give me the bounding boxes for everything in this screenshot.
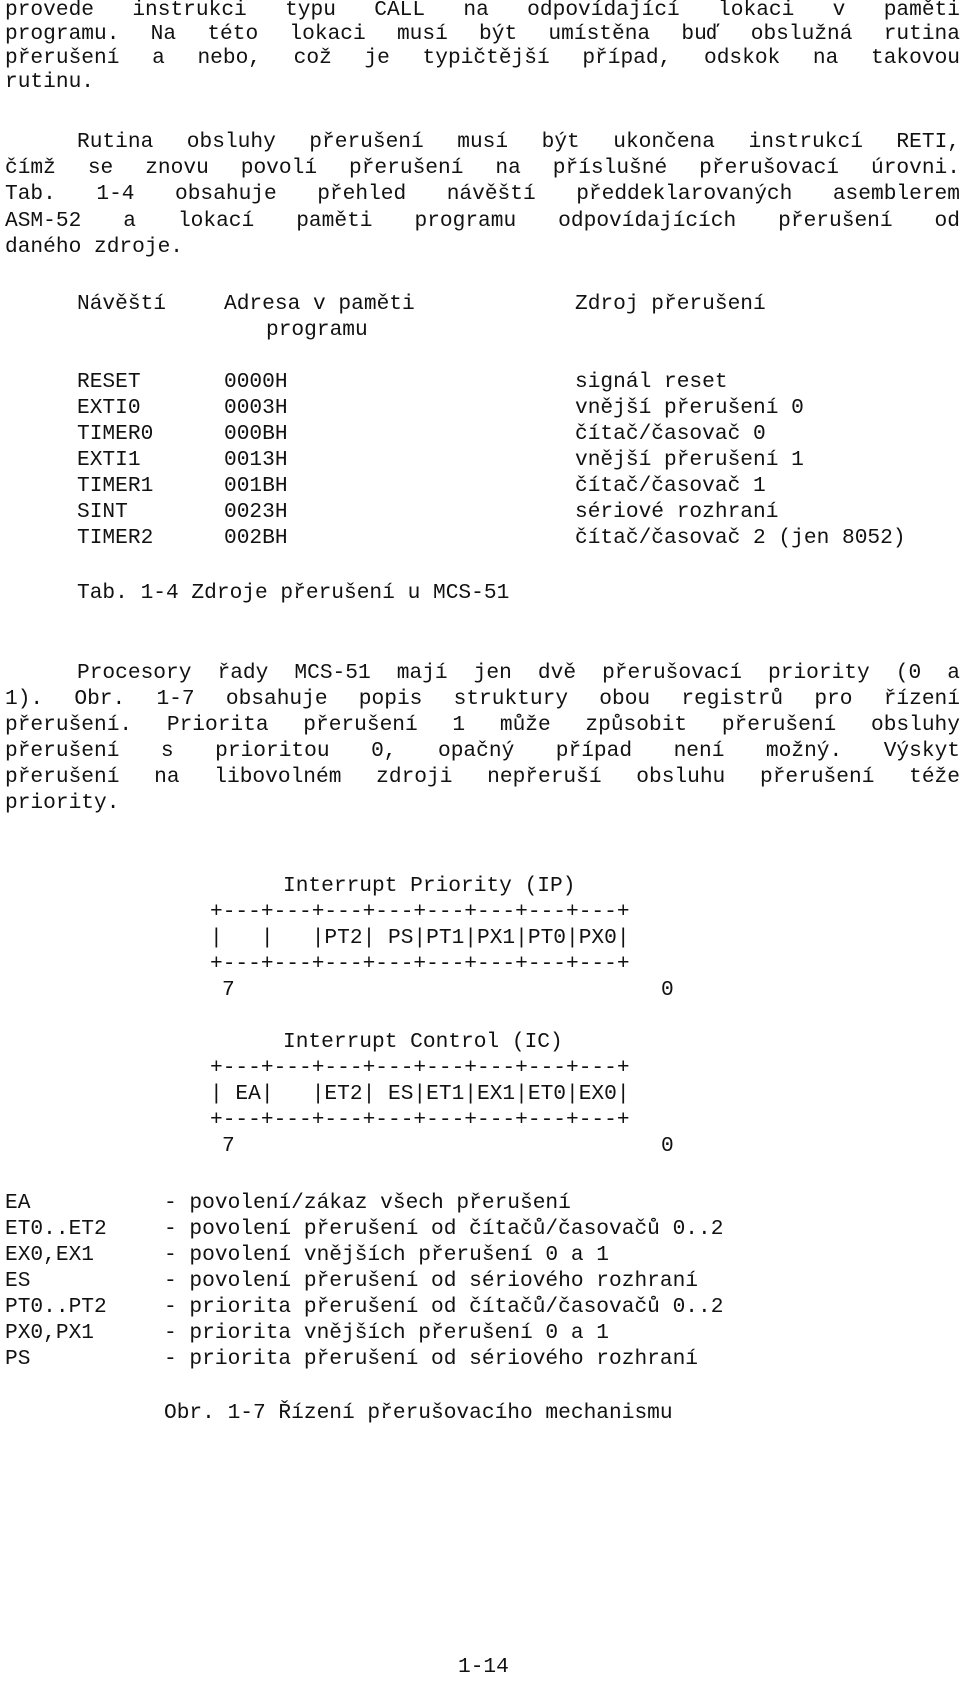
legend-term: ES: [5, 1269, 31, 1293]
ic-register-border-top: +---+---+---+---+---+---+---+---+: [210, 1056, 630, 1080]
table-cell-label: TIMER0: [77, 422, 154, 446]
legend-term: PX0,PX1: [5, 1321, 95, 1345]
text-line: přerušení. Priorita přerušení 1 může způsobit přerušení obsluhy: [5, 713, 960, 737]
ic-register-bit-low: 0: [661, 1134, 674, 1158]
text-line: daného zdroje.: [5, 235, 184, 259]
table-cell-source: vnější přerušení 1: [575, 448, 804, 472]
table-cell-label: EXTI0: [77, 396, 141, 420]
text-line: programu. Na této lokaci musí být umístěna buď obslužná rutina: [5, 22, 960, 46]
text-line: Tab. 1-4 obsahuje přehled návěští předdeklarovaných asemblerem: [5, 182, 960, 206]
table-cell-address: 000BH: [224, 422, 288, 446]
legend-term: EX0,EX1: [5, 1243, 95, 1267]
text-line: přerušení a nebo, což je typičtější případ, odskok na takovou: [5, 46, 960, 70]
legend-term: EA: [5, 1191, 31, 1215]
ip-register-bit-low: 0: [661, 978, 674, 1002]
ip-register-title: Interrupt Priority (IP): [283, 874, 576, 898]
table-cell-label: EXTI1: [77, 448, 141, 472]
ip-register-bits: | | |PT2| PS|PT1|PX1|PT0|PX0|: [210, 926, 630, 950]
text-line: přerušení na libovolném zdroji nepřeruší obsluhu přerušení téže: [5, 765, 960, 789]
ic-register-bit-high: 7: [222, 1134, 235, 1158]
table-cell-address: 001BH: [224, 474, 288, 498]
text-line: provede instrukci typu CALL na odpovídající lokaci v paměti: [5, 0, 960, 22]
text-line: 1). Obr. 1-7 obsahuje popis struktury obou registrů pro řízení: [5, 687, 960, 711]
ip-register-bit-high: 7: [222, 978, 235, 1002]
table-cell-address: 0013H: [224, 448, 288, 472]
table-cell-source: sériové rozhraní: [575, 500, 779, 524]
legend-desc: - povolení přerušení od čítačů/časovačů 0..2: [164, 1217, 724, 1241]
table-cell-address: 0000H: [224, 370, 288, 394]
ip-register-border-top: +---+---+---+---+---+---+---+---+: [210, 900, 630, 924]
table-cell-label: TIMER2: [77, 526, 154, 550]
table-cell-label: TIMER1: [77, 474, 154, 498]
page-number: 1-14: [458, 1655, 509, 1679]
text-line: Procesory řady MCS-51 mají jen dvě přerušovací priority (0 a: [77, 661, 960, 685]
text-line: přerušení s prioritou 0, opačný případ není možný. Výskyt: [5, 739, 960, 763]
table-cell-address: 0023H: [224, 500, 288, 524]
table-cell-address: 0003H: [224, 396, 288, 420]
legend-desc: - priorita přerušení od sériového rozhraní: [164, 1347, 699, 1371]
table-caption: Tab. 1-4 Zdroje přerušení u MCS-51: [77, 581, 510, 605]
table-header-source: Zdroj přerušení: [575, 292, 766, 316]
legend-term: PT0..PT2: [5, 1295, 107, 1319]
legend-desc: - povolení přerušení od sériového rozhraní: [164, 1269, 699, 1293]
legend-desc: - priorita přerušení od čítačů/časovačů 0..2: [164, 1295, 724, 1319]
table-header-address: Adresa v paměti: [224, 292, 415, 316]
ic-register-bits: | EA| |ET2| ES|ET1|EX1|ET0|EX0|: [210, 1082, 630, 1106]
table-cell-label: RESET: [77, 370, 141, 394]
text-line: rutinu.: [5, 70, 95, 94]
table-cell-source: vnější přerušení 0: [575, 396, 804, 420]
text-line: ASM-52 a lokací paměti programu odpovídajících přerušení od: [5, 209, 960, 233]
ic-register-title: Interrupt Control (IC): [283, 1030, 563, 1054]
legend-term: ET0..ET2: [5, 1217, 107, 1241]
text-line: priority.: [5, 791, 120, 815]
text-line: čímž se znovu povolí přerušení na příslušné přerušovací úrovni.: [5, 156, 960, 180]
text-line: Rutina obsluhy přerušení musí být ukončena instrukcí RETI,: [77, 130, 960, 154]
legend-desc: - priorita vnějších přerušení 0 a 1: [164, 1321, 610, 1345]
legend-term: PS: [5, 1347, 31, 1371]
ic-register-border-bottom: +---+---+---+---+---+---+---+---+: [210, 1108, 630, 1132]
table-cell-address: 002BH: [224, 526, 288, 550]
table-cell-label: SINT: [77, 500, 128, 524]
table-header-address-cont: programu: [266, 318, 368, 342]
table-cell-source: čítač/časovač 2 (jen 8052): [575, 526, 906, 550]
table-header-label: Návěští: [77, 292, 167, 316]
table-cell-source: čítač/časovač 1: [575, 474, 766, 498]
legend-desc: - povolení vnějších přerušení 0 a 1: [164, 1243, 610, 1267]
figure-caption: Obr. 1-7 Řízení přerušovacího mechanismu: [164, 1401, 673, 1425]
ip-register-border-bottom: +---+---+---+---+---+---+---+---+: [210, 952, 630, 976]
table-cell-source: čítač/časovač 0: [575, 422, 766, 446]
legend-desc: - povolení/zákaz všech přerušení: [164, 1191, 571, 1215]
table-cell-source: signál reset: [575, 370, 728, 394]
